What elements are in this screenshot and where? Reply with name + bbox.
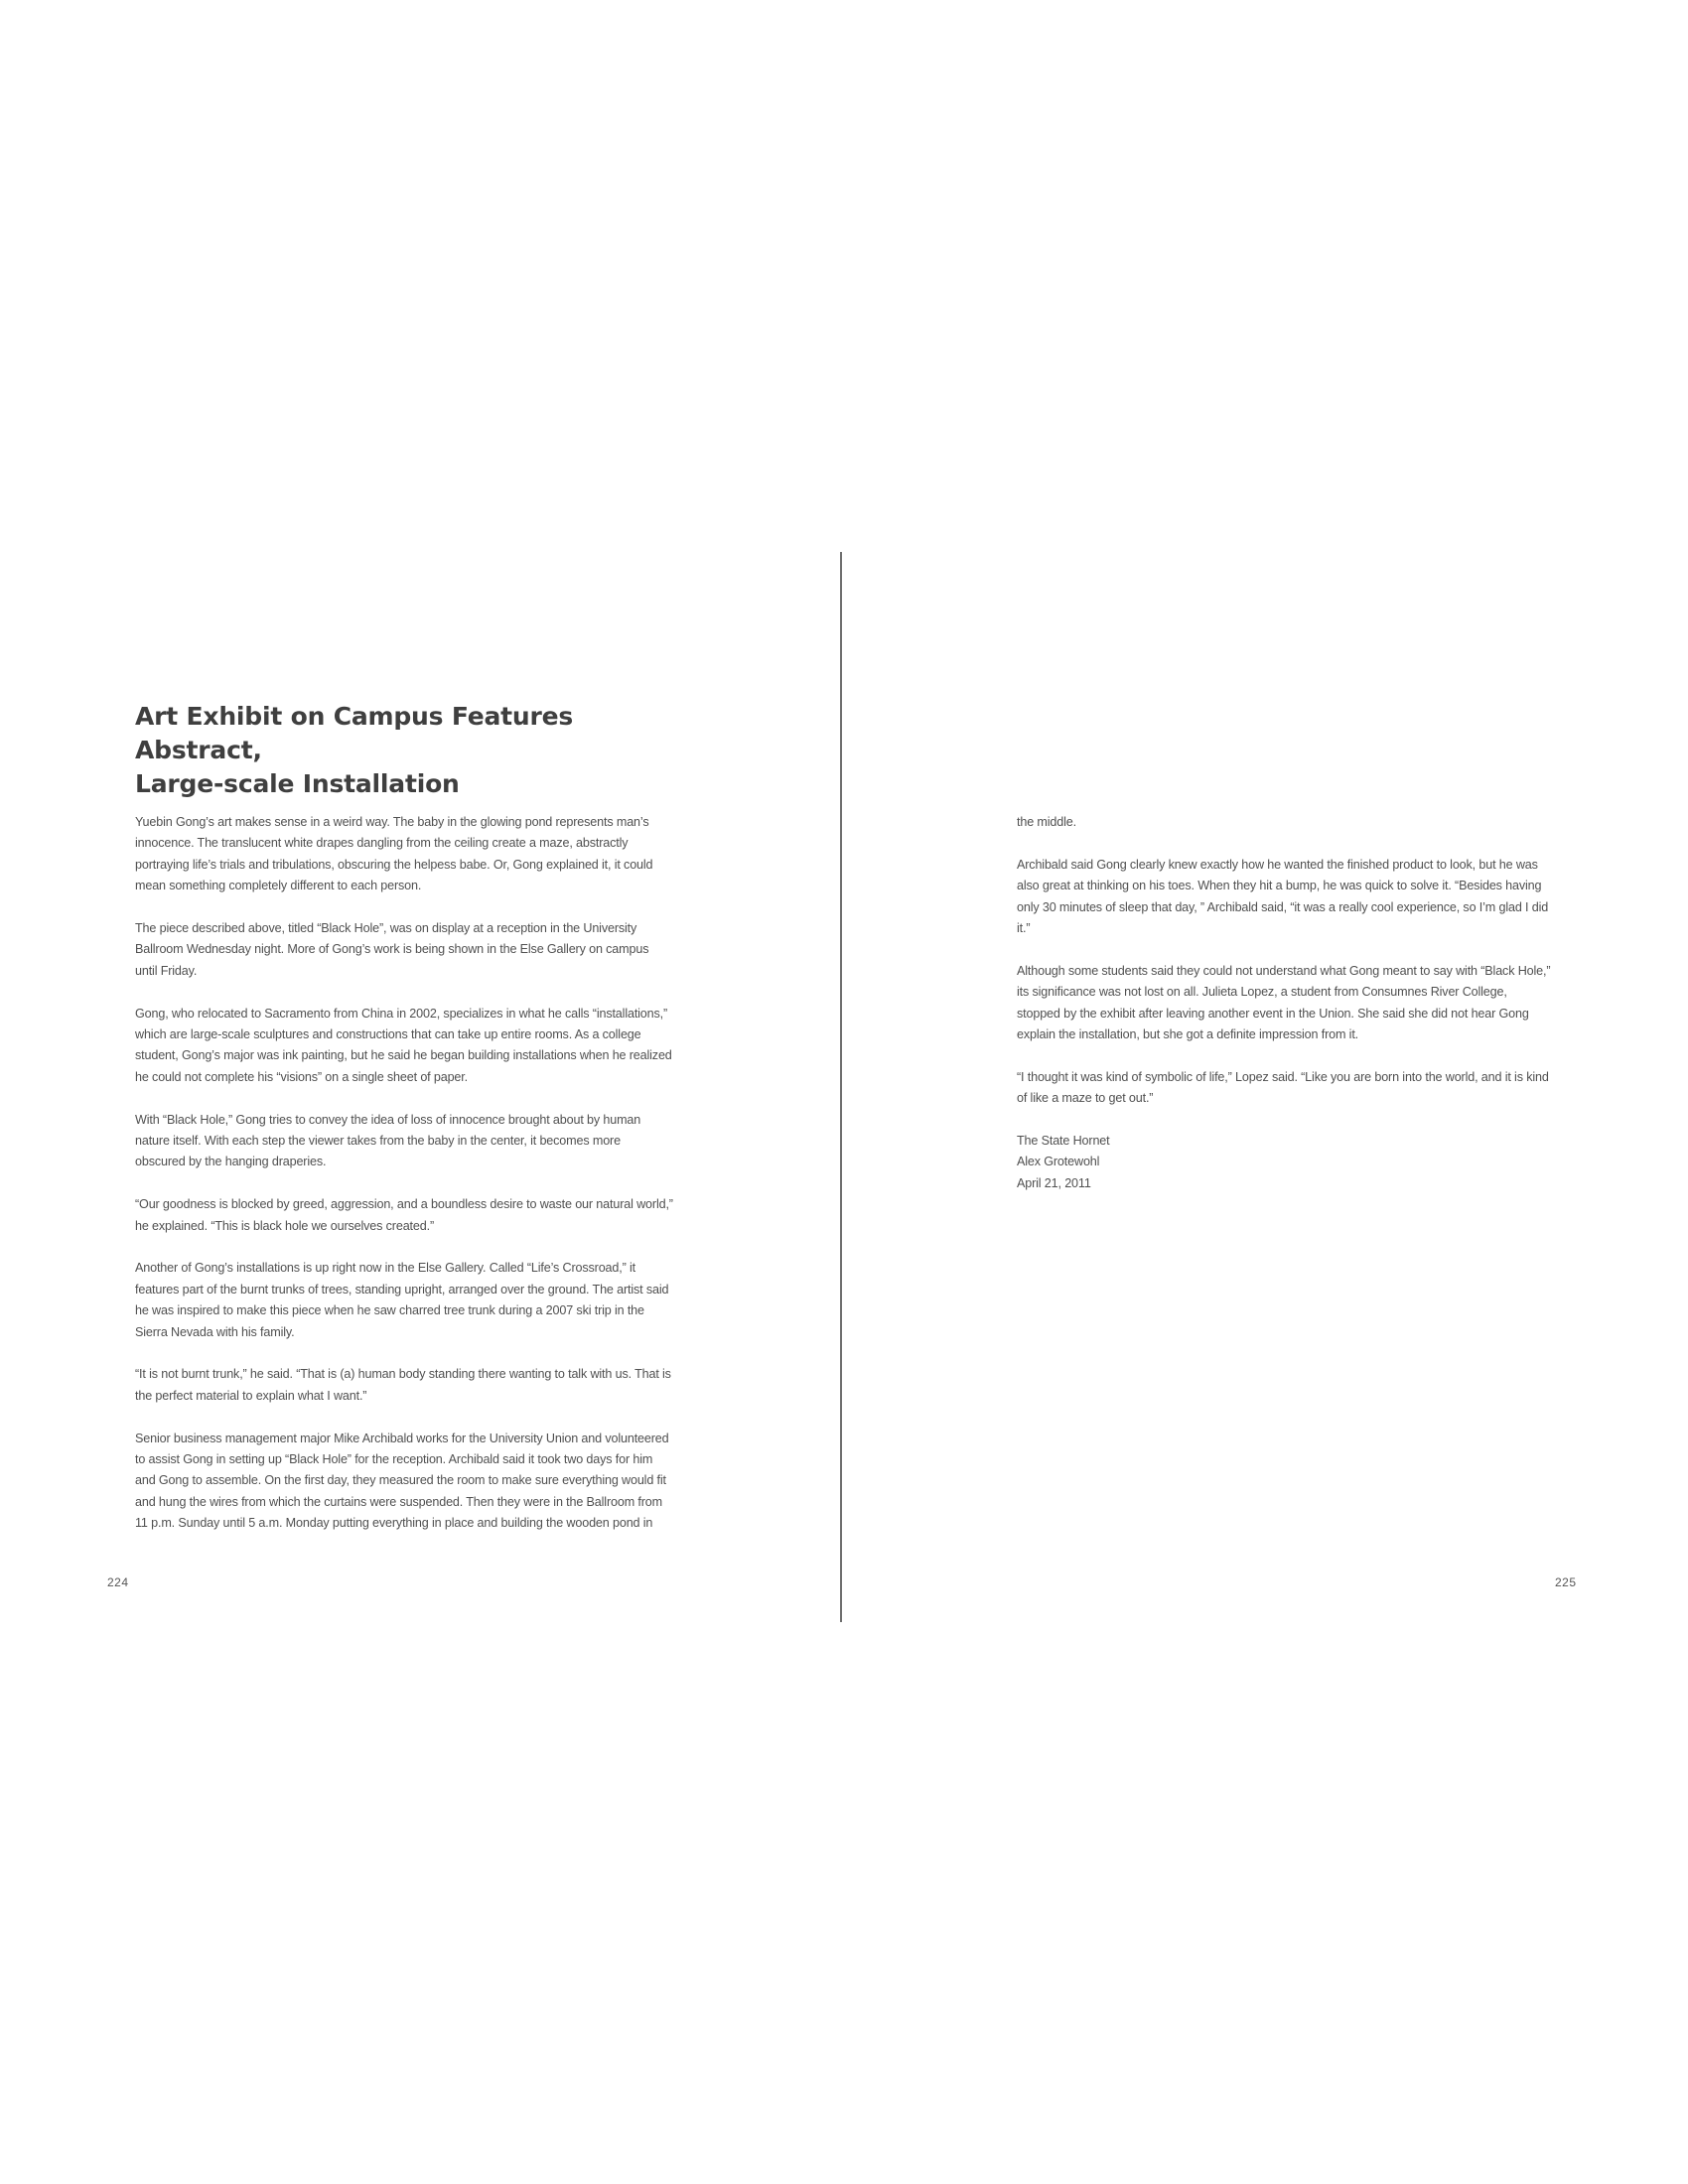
paragraph: Archibald said Gong clearly knew exactly how he wanted the finished product to look, but he was also great at thinking on his toes. When they hit a bump, he was quick to solve it. “Besides having only 30 minutes of sleep that day, ” Archibald said, “it was a really cool experience, so I’m glad I did it.” bbox=[1017, 857, 1549, 936]
page-gutter-divider bbox=[840, 552, 842, 1622]
paragraph: With “Black Hole,” Gong tries to convey the idea of loss of innocence brought about by human nature itself. With each step the viewer takes from the baby in the center, it becomes more obscured by the hanging draperies. bbox=[135, 1112, 641, 1169]
paragraph: “I thought it was kind of symbolic of life,” Lopez said. “Like you are born into the world, and it is kind of like a maze to get out.” bbox=[1017, 1069, 1549, 1106]
paragraph: the middle. bbox=[1017, 815, 1076, 829]
article-byline bbox=[1017, 1131, 1553, 1194]
paragraph: Senior business management major Mike Archibald works for the University Union and volunteered to assist Gong in setting up “Black Hole” for the reception. Archibald said it took two days for him and Gong to assemble. On the first day, they measured the room to make sure everything would fit and hung the wires from which the curtains were suspended. Then they were in the Ballroom from 11 p.m. Sunday until 5 a.m. Monday putting everything in place and building the wooden pond in bbox=[135, 1431, 669, 1531]
article-title-line-2: Large-scale Installation bbox=[135, 769, 460, 798]
byline-publication: The State Hornet bbox=[1017, 1134, 1110, 1149]
page-number-left: 224 bbox=[107, 1575, 129, 1589]
page-number-right: 225 bbox=[1555, 1575, 1577, 1589]
paragraph: “It is not burnt trunk,” he said. “That is (a) human body standing there wanting to talk with us. That is the perfect material to explain what I want.” bbox=[135, 1367, 671, 1403]
right-page-column bbox=[1017, 812, 1553, 1194]
paragraph: Yuebin Gong’s art makes sense in a weird way. The baby in the glowing pond represents man’s innocence. The translucent white drapes dangling from the ceiling create a maze, abstractly portraying life’s trials and tribulations, obscuring the helpess babe. Or, Gong explained it, it could mean something completely different to each person. bbox=[135, 815, 653, 893]
byline-date: April 21, 2011 bbox=[1017, 1175, 1091, 1190]
paragraph: “Our goodness is blocked by greed, aggression, and a boundless desire to waste our natural world,” he explained. “This is black hole we ourselves created.” bbox=[135, 1197, 673, 1233]
paragraph: Gong, who relocated to Sacramento from China in 2002, specializes in what he calls “installations,” which are large-scale sculptures and constructions that can take up entire rooms. As a college student, Gong’s major was ink painting, but he said he began building installations when he realized he could not complete his “visions” on a single sheet of paper. bbox=[135, 1006, 672, 1084]
paragraph: Another of Gong’s installations is up right now in the Else Gallery. Called “Life’s Crossroad,” it features part of the burnt trunks of trees, standing upright, arranged over the ground. The artist said he was inspired to make this piece when he saw charred tree trunk during a 2007 ski trip in the Sierra Nevada with his family. bbox=[135, 1261, 669, 1339]
article-title bbox=[135, 700, 691, 801]
byline-author: Alex Grotewohl bbox=[1017, 1155, 1100, 1169]
paragraph: The piece described above, titled “Black Hole”, was on display at a reception in the University Ballroom Wednesday night. More of Gong’s work is being shown in the Else Gallery on campus until Friday. bbox=[135, 921, 649, 978]
left-page-column bbox=[135, 812, 673, 1535]
paragraph: Although some students said they could not understand what Gong meant to say with “Black Hole,” its significance was not lost on all. Julieta Lopez, a student from Consumnes River College, stopped by the exhibit after leaving another event in the Union. She said she did not hear Gong explain the installation, but she got a definite impression from it. bbox=[1017, 963, 1551, 1042]
article-title-line-1: Art Exhibit on Campus Features Abstract, bbox=[135, 702, 574, 764]
